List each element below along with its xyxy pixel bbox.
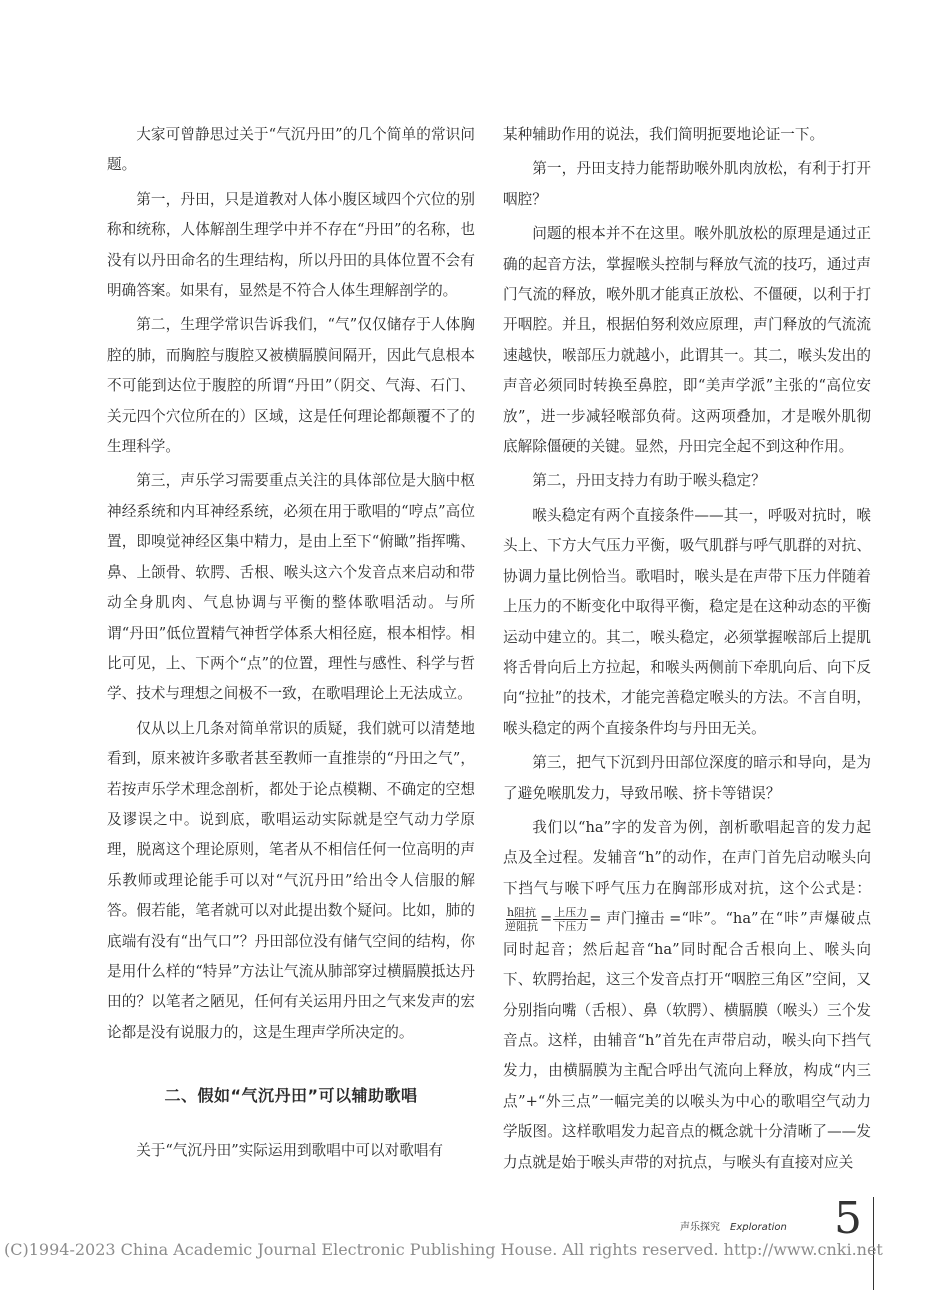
paragraph-with-formula xyxy=(503,813,871,1178)
fraction-numerator: 上压力 xyxy=(554,905,588,919)
paragraph: 第三，把气下沉到丹田部位深度的暗示和导向，是为了避免喉肌发力，导致吊喉、挤卡等错误？ xyxy=(503,754,871,802)
page-number: 5 xyxy=(834,1193,862,1244)
journal-name-cn: 声乐探究 xyxy=(680,1222,720,1233)
journal-footer xyxy=(680,1218,787,1233)
paragraph: 喉头稳定有两个直接条件——其一，呼吸对抗时，喉头上、下方大气压力平衡，吸气肌群与呼气肌群的对抗、协调力量比例恰当。歌唱时，喉头是在声带下压力伴随着上压力的不断变化中取得平衡，稳定是在这种动态的平衡运动中建立的。其二，喉头稳定，必须掌握喉部后上提肌将舌骨向后上方拉起，和喉头两侧前下牵肌向后、向下反向“拉扯”的技术，才能完善稳定喉头的方法。不言自明，喉头稳定的两个直接条件均与丹田无关。 xyxy=(503,506,871,737)
paragraph: 关于“气沉丹田”实际运用到歌唱中可以对歌唱有 xyxy=(136,1142,443,1160)
paragraph-text: 我们以“ha”字的发音为例，剖析歌唱起音的发力起点及全过程。发辅音“h”的动作，在声门首先启动喉头向下挡气与喉下呼气压力在胸部形成对抗，这个公式是： xyxy=(503,818,871,897)
paragraph: 第二，丹田支持力有助于喉头稳定？ xyxy=(532,472,766,490)
left-column xyxy=(107,120,475,1171)
paragraph: 仅从以上几条对简单常识的质疑，我们就可以清楚地看到，原来被许多歌者甚至教师一直推崇的“丹田之气”，若按声乐学术理念剖析，都处于论点模糊、不确定的空想及谬误之中。说到底，歌唱运动实际就是空气动力学原理，脱离这个理论原则，笔者从不相信任何一位高明的声乐教师或理论能手可以对“气沉丹田”给出令人信服的解答。假若能，笔者就可以对此提出数个疑问。比如，肺的底端有没有“出气口”？丹田部位没有储气空间的结构，你是用什么样的“特异”方法让气流从肺部穿过横膈膜抵达丹田的？以笔者之陋见，任何有关运用丹田之气来发声的宏论都是没有说服力的，这是生理声学所决定的。 xyxy=(107,719,475,1041)
paragraph: 大家可曾静思过关于“气沉丹田”的几个简单的常识问题。 xyxy=(107,126,475,174)
journal-name-en: Exploration xyxy=(730,1222,787,1233)
right-column xyxy=(503,120,871,1182)
formula-result: = 声门撞击 =“咔”。 xyxy=(589,910,726,928)
paragraph: 第一，丹田支持力能帮助喉外肌肉放松，有利于打开咽腔？ xyxy=(503,160,871,208)
paragraph: 第一，丹田，只是道教对人体小腹区域四个穴位的别称和统称，人体解剖生理学中并不存在“丹田”的名称，也没有以丹田命名的生理结构，所以丹田的具体位置不会有明确答案。如果有，显然是不符合人体生理解剖学的。 xyxy=(107,190,475,300)
fraction-denominator: 下压力 xyxy=(554,919,588,933)
fraction-impedance xyxy=(504,906,539,933)
copyright-watermark: (C)1994-2023 China Academic Journal Electronic Publishing House. All rights reserved. http://www.cnki.net xyxy=(4,1240,883,1259)
paragraph: 第三，声乐学习需要重点关注的具体部位是大脑中枢神经系统和内耳神经系统，必须在用于歌唱的“哼点”高位置，即嗅觉神经区集中精力，是由上至下“俯瞰”指挥嘴、鼻、上颌骨、软腭、舌根、喉头这六个发音点来启动和带动全身肌肉、气息协调与平衡的整体歌唱活动。与所谓“丹田”低位置精气神哲学体系大相径庭，根本相悖。相比可见，上、下两个“点”的位置，理性与感性、科学与哲学、技术与理想之间极不一致，在歌唱理论上无法成立。 xyxy=(107,472,475,703)
paragraph-continued: 某种辅助作用的说法，我们简明扼要地论证一下。 xyxy=(503,126,825,143)
formula xyxy=(503,904,725,934)
equals-sign: = xyxy=(540,910,553,928)
fraction-numerator: h阻抗 xyxy=(506,905,537,919)
paragraph: 问题的根本并不在这里。喉外肌放松的原理是通过正确的起音方法，掌握喉头控制与释放气流的技巧，通过声门气流的释放，喉外肌才能真正放松、不僵硬，以利于打开咽腔。并且，根据伯努利效应原理，声门释放的气流流速越快，喉部压力就越小，此谓其一。其二，喉头发出的声音必须同时转换至鼻腔，即“美声学派”主张的“高位安放”，进一步减轻喉部负荷。这两项叠加，才是喉外肌彻底解除僵硬的关键。显然，丹田完全起不到这种作用。 xyxy=(503,225,871,456)
fraction-pressure xyxy=(553,906,588,933)
fraction-denominator: 逆阻抗 xyxy=(505,919,538,933)
paragraph: 第二，生理学常识告诉我们，“气”仅仅储存于人体胸腔的肺，而胸腔与腹腔又被横膈膜间隔开，因此气息根本不可能到达位于腹腔的所谓“丹田”（阴交、气海、石门、关元四个穴位所在的）区域，这是任何理论都颠覆不了的生理科学。 xyxy=(107,316,475,456)
paragraph-text: “ha”在“咔”声爆破点同时起音；然后起音“ha”同时配合舌根向上、喉头向下、软腭抬起，这三个发音点打开“咽腔三角区”空间，又分别指向嘴（舌根）、鼻（软腭）、横膈膜（喉头）三个发音点。这样，由辅音“h”首先在声带启动，喉头向下挡气发力，由横膈膜为主配合呼出气流向上释放，构成“内三点”+“外三点”一幅完美的以喉头为中心的歌唱空气动力学版图。这样歌唱发力起音点的概念就十分清晰了——发力点就是始于喉头声带的对抗点，与喉头有直接对应关 xyxy=(503,910,871,1171)
section-heading: 二、假如“气沉丹田”可以辅助歌唱 xyxy=(164,1086,418,1106)
